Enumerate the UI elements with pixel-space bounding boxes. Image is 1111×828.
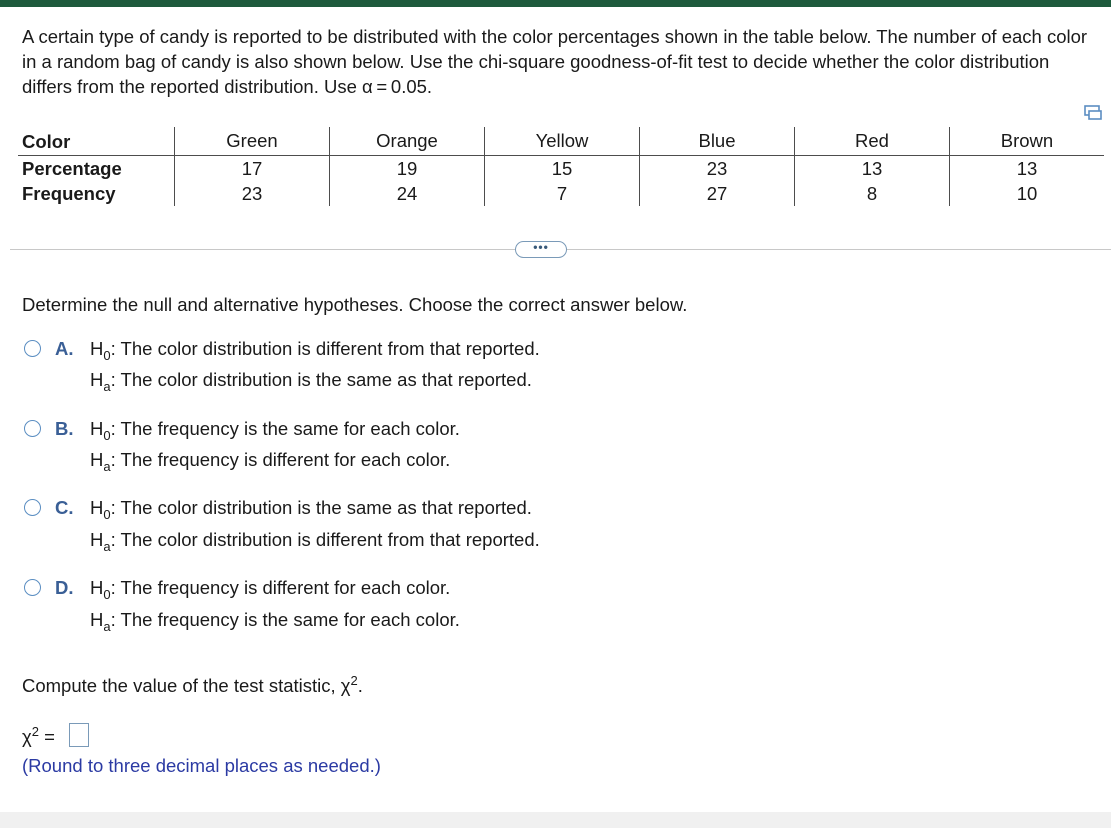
rounding-note: (Round to three decimal places as needed.) [22, 755, 381, 776]
radio-button[interactable] [24, 420, 41, 437]
frequency-row [18, 181, 1104, 206]
frequency-cell: 7 [485, 181, 640, 206]
alternative-hypothesis: $H_a$: The color distribution is the same as that reported. [90, 369, 532, 394]
expand-table-icon[interactable] [1083, 104, 1103, 122]
question-text: Determine the null and alternative hypotheses. Choose the correct answer below. [22, 294, 688, 315]
frequency-cell: 10 [950, 181, 1105, 206]
radio-button[interactable] [24, 579, 41, 596]
alternative-hypothesis: $H_a$: The frequency is the same for each color. [90, 609, 460, 634]
alternative-hypothesis: $H_a$: The frequency is different for each color. [90, 449, 451, 474]
data-table [18, 127, 1104, 206]
color-row [18, 127, 1104, 156]
problem-statement: A certain type of candy is reported to be distributed with the color percentages shown in the table below. The number of each color in a random bag of candy is also shown below. Use the chi-square goodness-of-fit test to decide whether the color distribution differs from the reported distribution. Use α = 0.05. [22, 26, 1088, 97]
percentage-cell: 13 [950, 156, 1105, 182]
color-cell: Red [795, 127, 950, 156]
percentage-row [18, 156, 1104, 182]
radio-button[interactable] [24, 340, 41, 357]
frequency-cell: 24 [330, 181, 485, 206]
top-bar [0, 0, 1111, 7]
option-letter: B. [55, 418, 74, 439]
null-hypothesis: $H_0$: The color distribution is different from that reported. [90, 338, 540, 363]
radio-button[interactable] [24, 499, 41, 516]
row-header-frequency: Frequency [22, 183, 116, 204]
option-letter: D. [55, 577, 74, 598]
color-cell: Yellow [485, 127, 640, 156]
row-header-color: Color [18, 127, 175, 156]
percentage-cell: 19 [330, 156, 485, 182]
percentage-cell: 23 [640, 156, 795, 182]
bottom-strip [0, 812, 1111, 828]
null-hypothesis: $H_0$: The frequency is different for each color. [90, 577, 451, 602]
frequency-cell: 27 [640, 181, 795, 206]
color-cell: Brown [950, 127, 1105, 156]
compute-prompt: Compute the value of the test statistic, $\chi^2$. [22, 673, 363, 696]
color-cell: Blue [640, 127, 795, 156]
chi-square-answer-input[interactable] [69, 723, 89, 747]
percentage-cell: 17 [175, 156, 330, 182]
alternative-hypothesis: $H_a$: The color distribution is different from that reported. [90, 529, 540, 554]
percentage-cell: 13 [795, 156, 950, 182]
option-letter: A. [55, 338, 74, 359]
null-hypothesis: $H_0$: The color distribution is the same as that reported. [90, 497, 532, 522]
frequency-cell: 23 [175, 181, 330, 206]
null-hypothesis: $H_0$: The frequency is the same for each color. [90, 418, 460, 443]
color-cell: Orange [330, 127, 485, 156]
more-button[interactable]: ••• [515, 241, 567, 258]
option-letter: C. [55, 497, 74, 518]
answer-label: $\chi^2$ = [22, 724, 55, 747]
percentage-cell: 15 [485, 156, 640, 182]
color-cell: Green [175, 127, 330, 156]
row-header-percentage: Percentage [22, 158, 122, 179]
frequency-cell: 8 [795, 181, 950, 206]
